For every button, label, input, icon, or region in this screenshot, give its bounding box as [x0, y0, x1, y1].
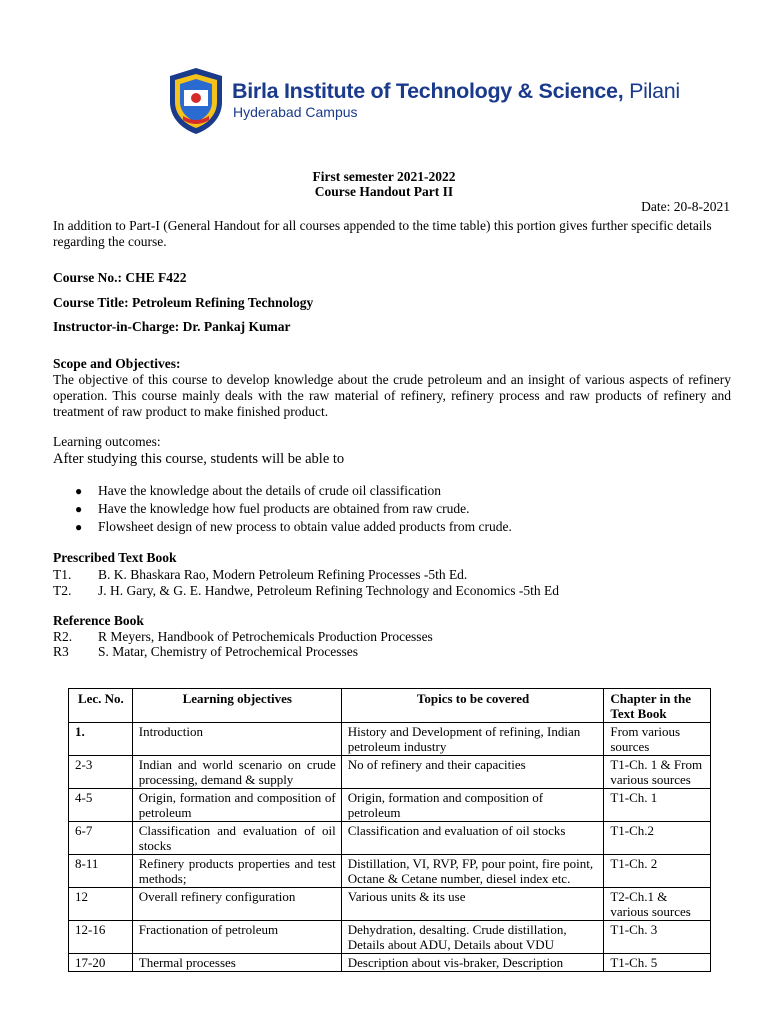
textbook-text: J. H. Gary, & G. E. Handwe, Petroleum Refining Technology and Economics -5th Ed — [98, 583, 559, 598]
learning-objective: Refinery products properties and test methods; — [132, 855, 341, 888]
course-title: Course Title: Petroleum Refining Technology — [53, 295, 314, 310]
list-item — [53, 482, 723, 500]
table-row — [69, 888, 711, 921]
lecture-plan-table — [68, 688, 711, 972]
handout-date: Date: 20-8-2021 — [641, 199, 730, 214]
textbook-text: B. K. Bhaskara Rao, Modern Petroleum Refining Processes -5th Ed. — [98, 567, 468, 582]
topics-covered: Classification and evaluation of oil stocks — [341, 822, 604, 855]
list-item — [53, 500, 723, 518]
reference-text: S. Matar, Chemistry of Petrochemical Processes — [98, 644, 359, 659]
handout-heading: Course Handout Part II — [314, 184, 454, 199]
reference-item — [53, 629, 433, 645]
table-row — [69, 723, 711, 756]
header-lec-no: Lec. No. — [69, 689, 133, 723]
chapter-ref: T1-Ch.2 — [604, 822, 711, 855]
reference-text: R Meyers, Handbook of Petrochemicals Production Processes — [98, 629, 433, 644]
learning-objective: Introduction — [132, 723, 341, 756]
semester-heading: First semester 2021-2022 — [312, 169, 456, 184]
institute-city: Pilani — [629, 79, 680, 103]
list-item — [53, 518, 723, 536]
instructor-in-charge: Instructor-in-Charge: Dr. Pankaj Kumar — [53, 319, 291, 334]
reference-item — [53, 644, 358, 660]
lec-number: 1. — [69, 723, 133, 756]
institute-name-main: Birla Institute of Technology & Science, — [232, 79, 624, 103]
textbook-heading: Prescribed Text Book — [53, 550, 177, 565]
topics-covered: Various units & its use — [341, 888, 604, 921]
bullet-icon: ● — [75, 502, 83, 516]
lec-number: 12-16 — [69, 921, 133, 954]
chapter-ref: T1-Ch. 2 — [604, 855, 711, 888]
outcomes-heading: Learning outcomes: — [53, 434, 161, 449]
learning-objective: Fractionation of petroleum — [132, 921, 341, 954]
learning-objective: Overall refinery configuration — [132, 888, 341, 921]
topics-covered: Dehydration, desalting. Crude distillation, Details about ADU, Details about VDU — [341, 921, 604, 954]
chapter-ref: T1-Ch. 1 & From various sources — [604, 756, 711, 789]
textbook-key: T1. — [53, 567, 72, 582]
campus-name: Hyderabad Campus — [233, 104, 358, 120]
lec-number: 12 — [69, 888, 133, 921]
institute-name — [232, 79, 680, 104]
outcomes-lead: After studying this course, students will be able to — [53, 451, 345, 467]
table-row — [69, 855, 711, 888]
reference-key: R2. — [53, 629, 73, 644]
table-row — [69, 756, 711, 789]
table-row — [69, 954, 711, 972]
scope-paragraph: The objective of this course to develop knowledge about the crude petroleum and an insight of various aspects of refinery operation. This course mainly deals with the raw material of refinery, refinery process and raw products of refinery and treatment of raw product to make finished product. — [53, 372, 731, 419]
topics-covered: No of refinery and their capacities — [341, 756, 604, 789]
outcome-text: Flowsheet design of new process to obtain value added products from crude. — [98, 519, 512, 534]
topics-covered: History and Development of refining, Indian petroleum industry — [341, 723, 604, 756]
chapter-ref: T1-Ch. 5 — [604, 954, 711, 972]
header-topics: Topics to be covered — [341, 689, 604, 723]
learning-objective: Origin, formation and composition of petroleum — [132, 789, 341, 822]
outcome-text: Have the knowledge how fuel products are obtained from raw crude. — [98, 501, 470, 516]
chapter-ref: T1-Ch. 1 — [604, 789, 711, 822]
topics-covered: Description about vis-braker, Description — [341, 954, 604, 972]
learning-objective: Classification and evaluation of oil stocks — [132, 822, 341, 855]
intro-paragraph: In addition to Part-I (General Handout for all courses appended to the time table) this portion gives further specific details regarding the course. — [53, 218, 712, 249]
reference-heading: Reference Book — [53, 613, 144, 628]
table-row — [69, 921, 711, 954]
lec-number: 4-5 — [69, 789, 133, 822]
chapter-ref: T1-Ch. 3 — [604, 921, 711, 954]
topics-covered: Distillation, VI, RVP, FP, pour point, fire point, Octane & Cetane number, diesel index etc. — [341, 855, 604, 888]
scope-heading: Scope and Objectives: — [53, 356, 181, 371]
table-row — [69, 789, 711, 822]
textbook-item — [53, 567, 467, 583]
table-row — [69, 822, 711, 855]
lec-number: 2-3 — [69, 756, 133, 789]
outcomes-list — [53, 482, 723, 536]
outcome-text: Have the knowledge about the details of crude oil classification — [98, 483, 442, 498]
chapter-ref: From various sources — [604, 723, 711, 756]
institute-header — [166, 66, 680, 138]
textbook-key: T2. — [53, 583, 72, 598]
table-header-row — [69, 689, 711, 723]
lec-number: 8-11 — [69, 855, 133, 888]
chapter-ref: T2-Ch.1 & various sources — [604, 888, 711, 921]
header-chapter: Chapter in the Text Book — [604, 689, 711, 723]
topics-covered: Origin, formation and composition of petroleum — [341, 789, 604, 822]
lec-number: 6-7 — [69, 822, 133, 855]
lec-number: 17-20 — [69, 954, 133, 972]
bits-seal-icon — [166, 66, 226, 136]
bullet-icon: ● — [75, 520, 83, 534]
reference-key: R3 — [53, 644, 69, 659]
textbook-item — [53, 583, 559, 599]
header-learning-objectives: Learning objectives — [132, 689, 341, 723]
course-number: Course No.: CHE F422 — [53, 270, 187, 285]
learning-objective: Thermal processes — [132, 954, 341, 972]
bullet-icon: ● — [75, 484, 83, 498]
learning-objective: Indian and world scenario on crude processing, demand & supply — [132, 756, 341, 789]
